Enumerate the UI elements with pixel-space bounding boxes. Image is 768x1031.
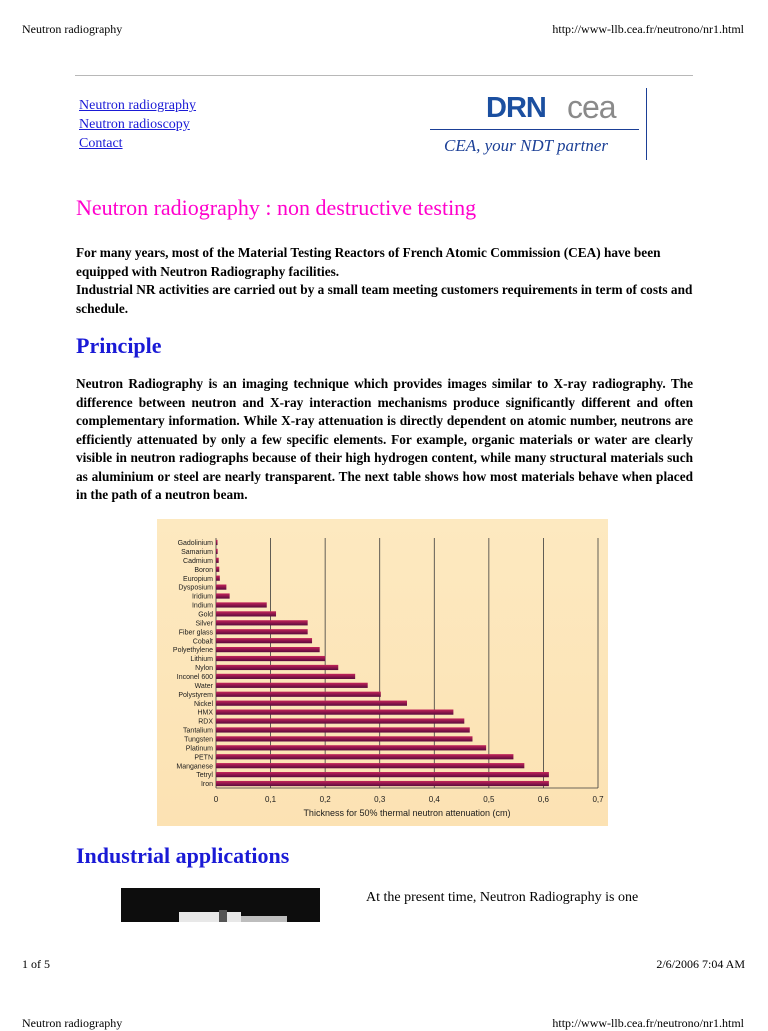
chart-bar [216,736,472,741]
chart-bar [216,710,453,715]
intro-text [76,244,698,318]
next-page-header-url: http://www-llb.cea.fr/neutrono/nr1.html [552,1016,744,1030]
chart-bar [216,718,464,723]
logo-tagline: CEA, your NDT partner [444,136,609,155]
chart-bar [216,576,220,581]
x-tick-label: 0,7 [592,795,604,804]
page-header-url: http://www-llb.cea.fr/neutrono/nr1.html [552,22,744,36]
category-label: Samarium [181,548,213,556]
x-tick-label: 0,3 [374,795,386,804]
chart-bar [216,611,276,616]
chart-bar [216,674,355,679]
application-photo [121,888,320,922]
chart-bar [216,727,470,732]
chart-bar [216,620,308,625]
intro-paragraph-2: Industrial NR activities are carried out by a small team meeting customers requirements in term of costs and schedule. [76,282,693,316]
chart-bar [216,567,219,572]
chart-bar [216,683,368,688]
logo-vertical-line [646,88,647,160]
category-label: Nylon [195,665,213,673]
chart-bar [216,781,549,786]
page-title: Neutron radiography : non destructive testing [76,195,477,220]
category-label: Tungsten [184,736,213,744]
drn-logo-text: DRN [486,92,546,124]
x-tick-label: 0,1 [265,795,277,804]
principle-paragraph: Neutron Radiography is an imaging technique which provides images similar to X-ray radiography. The difference between neutron and X-ray interaction mechanisms produce significantly different and often complementary information. While X-ray attenuation is directly dependent on atomic number, neutrons are efficiently attenuated by only a few specific elements. For example, organic materials or water are clearly visible in neutron radiographs because of their high hydrogen content, while many structural materials such as aluminium or steel are nearly transparent. The next table shows how most materials behave when placed in the path of a neutron beam. [76,376,693,502]
category-label: Iron [200,781,213,789]
x-tick-label: 0,4 [428,795,440,804]
cea-logo-text: cea [567,89,616,125]
attenuation-chart [157,519,608,826]
chart-bar [216,585,226,590]
chart-bar [216,665,338,670]
category-label: Iridium [191,593,213,601]
category-label: Indium [191,602,213,610]
chart-bar [216,549,218,554]
chart-bar [216,763,524,768]
footer-datetime: 2/6/2006 7:04 AM [656,957,745,971]
chart-bar [216,540,218,545]
photo-dark-detail [219,910,227,922]
chart-bar [216,745,486,750]
chart-bar [216,701,407,706]
category-label: Platinum [185,745,213,753]
chart-bar [216,656,325,661]
chart-bar [216,593,230,598]
chart-bar [216,629,308,634]
chart-bar [216,772,549,777]
applications-text: At the present time, Neutron Radiography is one [366,890,639,905]
photo-grey-area [241,916,287,922]
chart-bar [216,754,513,759]
category-label: Polystyrem [178,691,213,699]
next-page-header-title: Neutron radiography [22,1016,123,1030]
category-label: Water [194,682,213,690]
category-label: Gold [198,611,213,619]
category-label: Polyethylene [172,647,213,655]
category-label: Silver [195,620,213,628]
category-label: Inconel 600 [176,673,213,681]
nav-links [79,96,196,153]
chart-bar [216,638,312,643]
page-header-title: Neutron radiography [22,22,123,36]
x-tick-label: 0,2 [319,795,331,804]
category-label: Fiber glass [178,629,213,637]
x-tick-label: 0,5 [483,795,495,804]
logo-underline [430,129,639,130]
category-label: Manganese [176,763,213,771]
category-label: Boron [194,566,213,574]
category-label: Europium [183,575,213,583]
category-label: Tetryl [196,772,213,780]
category-label: Lithium [190,656,213,664]
chart-bar [216,692,381,697]
x-tick-label: 0,6 [537,795,549,804]
category-label: Nickel [193,700,213,708]
top-divider [75,75,693,76]
photo-light-area [179,912,241,922]
principle-text-block [76,375,693,505]
category-label: PETN [194,754,213,762]
category-label: Cobalt [192,638,213,646]
x-tick-label: 0 [213,795,219,804]
chart-bar [216,647,320,652]
attenuation-chart-svg [157,519,608,826]
category-label: Gadolinium [177,540,213,548]
category-label: Tantalium [183,727,213,735]
nav-link-neutron-radioscopy[interactable]: Neutron radioscopy [79,117,190,132]
industrial-applications-heading: Industrial applications [76,843,290,868]
intro-paragraph-1: For many years, most of the Material Testing Reactors of French Atomic Commission (CEA) have been equipped with Neutron Radiography facilities. [76,245,661,279]
principle-heading: Principle [76,333,162,358]
category-label: Dysposium [178,584,213,592]
category-label: Cadmium [183,557,213,565]
drn-cea-logo [430,88,648,162]
category-label: HMX [197,709,213,717]
footer-page-number: 1 of 5 [22,957,50,971]
category-label: RDX [198,718,213,726]
nav-link-neutron-radiography[interactable]: Neutron radiography [79,98,197,113]
chart-bar [216,558,219,563]
x-axis-label: Thickness for 50% thermal neutron attenuation (cm) [303,808,511,818]
nav-link-contact[interactable]: Contact [79,136,123,151]
chart-bar [216,602,267,607]
